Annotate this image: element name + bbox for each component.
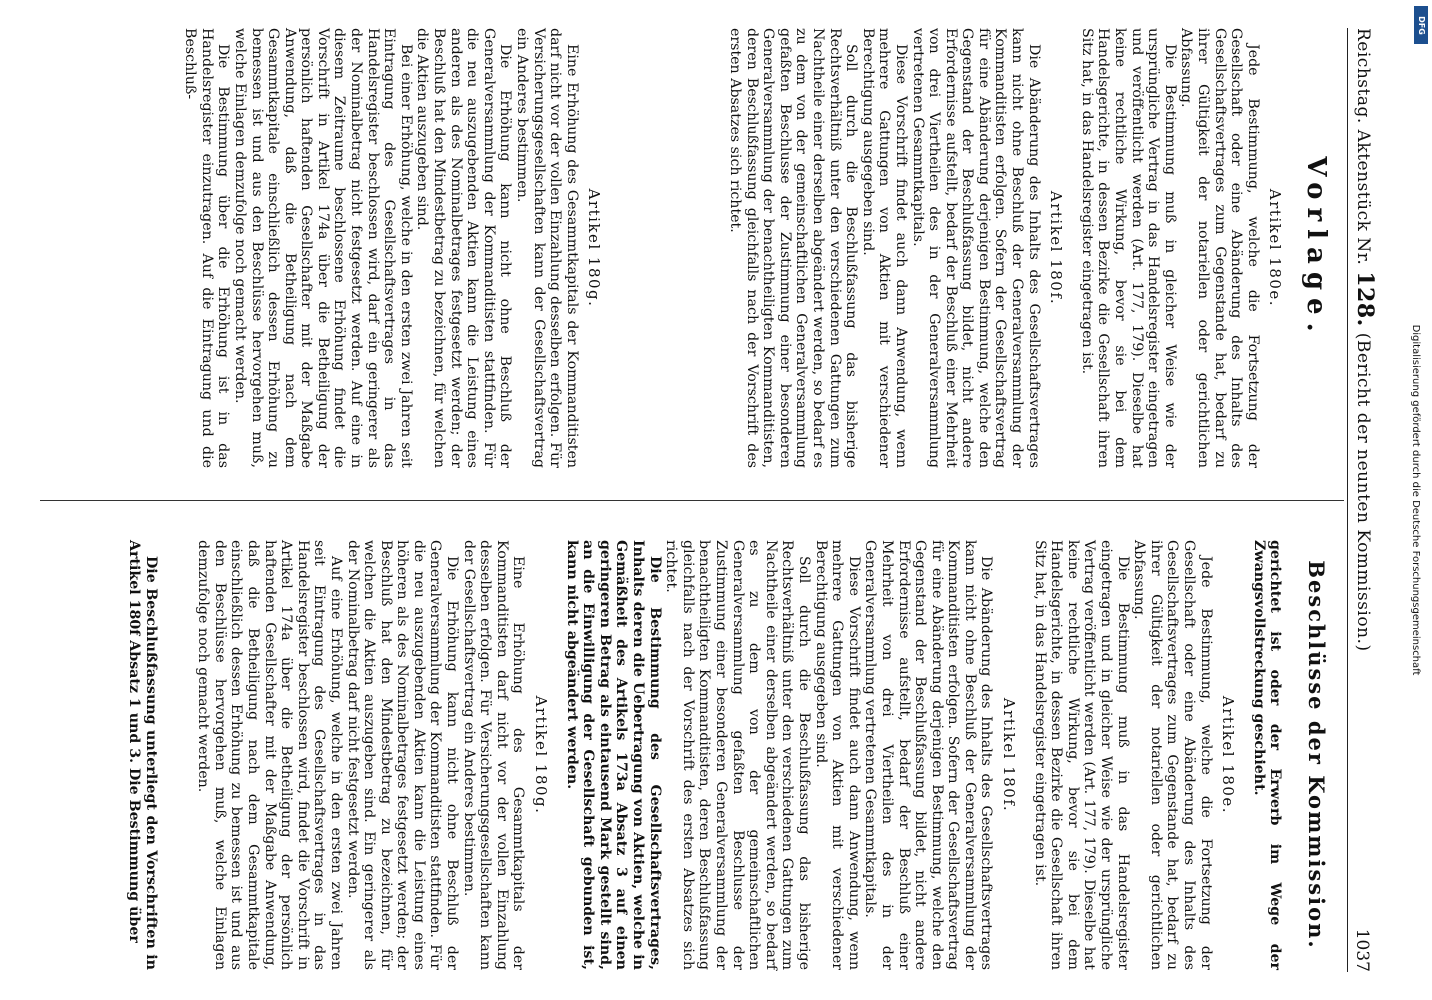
header-number: 128. <box>1352 271 1378 327</box>
spacer <box>616 28 726 468</box>
column-divider <box>40 500 1344 501</box>
paragraph: Jede Bestimmung, welche die Fortsetzung der Gesellschaft oder eine Abänderung des Inhalts des Gesellschaftsvertrages zum Gegenstande hat, bedarf zu ihrer Gültigkeit der notariellen oder gerichtlichen Abfassung. <box>1178 28 1261 468</box>
column-kommission <box>40 540 1344 970</box>
paragraph-bold: Die Beschlußfassung unterliegt den Vorschriften in Artikel 180f Absatz 1 und 3. Die Bestimmung über <box>126 540 159 970</box>
paragraph: Die Abänderung des Inhalts des Gesellschaftsvertrages kann nicht ohne Beschluß der Generalversammlung der Kommanditisten erfolgen. Sofern der Gesellschaftsvertrag für eine Abänderung derjenigen Bestimmung, welche den Gegenstand der Beschlußfassung bildet, nicht andere Erfordernisse aufstellt, bedarf der Beschluß einer Mehrheit von drei Viertheilen des in der Generalversammlung vertretenen Gesammtkapitals. <box>862 540 995 970</box>
article-title: Artikel 180g. <box>532 695 551 815</box>
paragraph: Auf eine Erhöhung, welche in den ersten zwei Jahren seit Eintragung des Gesellschaftsvertrages in das Handelsregister beschlossen wird, findet die Vorschrift in Artikel 174a über die Betheiligung der persönlich haftenden Gesellschafter mit der Maßgabe Anwendung, daß die Betheiligung nach dem Gesammtkapitale einschließlich dessen Erhöhung zu bemessen ist und aus den Beschlüsse hervorgehen muß, welche Einlagen demzufolge noch gemacht werden. <box>195 540 344 970</box>
article-title: Artikel 180f. <box>1047 190 1066 306</box>
paragraph: Diese Vorschrift findet auch dann Anwendung, wenn mehrere Gattungen von Aktien mit verschiedener Berechtigung ausgegeben sind. <box>859 28 909 468</box>
paragraph: Diese Vorschrift findet auch dann Anwendung, wenn mehrere Gattungen von Aktien mit verschiedener Berechtigung ausgegeben sind. <box>812 540 862 970</box>
funding-note <box>1402 20 1430 980</box>
heading-kommission: Beschlüsse der Kommission. <box>1304 560 1329 950</box>
article-title: Artikel 180e. <box>1219 695 1238 815</box>
article-title: Artikel 180f. <box>1000 697 1019 813</box>
paragraph-bold: Die Bestimmung des Gesellschaftsvertrages, Inhalts deren die Uebertragung von Aktien, welche in Gemäßheit des Artikels 173a Absatz 3 auf einen geringeren Betrag als eintausend Mark gestellt sind, an die Einwilligung der Gesellschaft gebunden ist, kann nicht abgeändert werden. <box>563 540 663 970</box>
column-vorlage <box>40 28 1344 468</box>
article-title: Artikel 180e. <box>1266 188 1285 308</box>
paragraph: Soll durch die Beschlußfassung das bisherige Rechtsverhältniß unter den verschiedenen Gattungen zum Nachtheile einer derselben abgeändert werden, so bedarf es zu dem von der gemeinschaftlichen Generalversammlung gefaßten Beschlusse der Zustimmung einer besonderen Generalversammlung der benachtheiligten Kommanditisten, deren Beschlußfassung gleichfalls nach der Vorschrift des ersten Absatzes sich richtet. <box>727 28 860 468</box>
paragraph: Die Abänderung des Inhalts des Gesellschaftsvertrages kann nicht ohne Beschluß der Generalversammlung der Kommanditisten erfolgen. Sofern der Gesellschaftsvertrag für eine Abänderung derjenigen Bestimmung, welche den Gegenstand der Beschlußfassung bildet, nicht andere Erfordernisse aufstellt, bedarf der Beschluß einer Mehrheit von drei Viertheilen des in der Generalversammlung vertretenen Gesammtkapitals. <box>909 28 1042 468</box>
paragraph: Eine Erhöhung des Gesammtkapitals der Kommanditisten darf nicht vor der vollen Einzahlung desselben erfolgen. Für Versicherungsgesellschaften kann der Gesellschaftsvertrag ein Anderes bestimmen. <box>514 28 580 468</box>
dfg-logo-text: DFG <box>1416 15 1426 35</box>
article-title: Artikel 180g. <box>585 188 604 308</box>
header-subtitle: (Bericht der neunten Kommission.) <box>1353 332 1373 652</box>
paragraph: Die Erhöhung kann nicht ohne Beschluß der Generalversammlung der Kommanditisten stattfinden. Für die neu auszugebenden Aktien kann die Leistung eines höheren als des Nominalbetrages festgesetzt werden; der Beschluß hat den Mindestbetrag zu bezeichnen, für welchen die Aktien auszugeben sind. Ein geringerer als der Nominalbetrag darf nicht festgesetzt werden. <box>344 540 461 970</box>
paragraph: Jede Bestimmung, welche die Fortsetzung der Gesellschaft oder eine Abänderung des Inhalts des Gesellschaftsvertrages zum Gegenstande hat, bedarf zu ihrer Gültigkeit der notariellen oder gerichtlichen Abfassung. <box>1131 540 1214 970</box>
paragraph: Die Erhöhung kann nicht ohne Beschluß der Generalversammlung der Kommanditisten stattfinden. Für die neu auszugebenden Aktien kann die Leistung eines anderen als des Nominalbetrages festgesetzt werden; der Beschluß hat den Mindestbetrag zu bezeichnen, für welchen die Aktien auszugeben sind. <box>414 28 514 468</box>
paragraph: Die Bestimmung muß in das Handelsregister eingetragen und in gleicher Weise wie der ursprüngliche Vertrag veröffentlicht werden (Art. 177, 179). Dieselbe hat keine rechtliche Wirkung, bevor sie bei dem Handelsgerichte, in dessen Bezirke die Gesellschaft ihren Sitz hat, in das Handelsregister eingetragen ist. <box>1031 540 1131 970</box>
paragraph: Bei einer Erhöhung, welche in den ersten zwei Jahren seit Eintragung des Gesellschaftsvertrages in das Handelsregister beschlossen wird, darf ein geringerer als der Nominalbetrag nicht festgesetzt werden. Auf eine in diesem Zeitraume beschlossene Erhöhung findet die Vorschrift in Artikel 174a über die Betheiligung der persönlich haftenden Gesellschafter mit der Maßgabe Anwendung, daß die Betheiligung nach dem Gesammtkapitale einschließlich dessen Erhöhung zu bemessen ist und aus den Beschlüsse hervorgehen muß, welche Einlagen demzufolge noch gemacht werden. <box>231 28 414 468</box>
funding-note-text: Digitalisierung gefördert durch die Deutsche Forschungsgemeinschaft <box>1410 324 1422 676</box>
paragraph: Die Bestimmung muß in gleicher Weise wie der ursprüngliche Vertrag in das Handelsregister eingetragen und veröffentlicht werden (Art. 177, 179). Dieselbe hat keine rechtliche Wirkung, bevor sie bei dem Handelsgerichte, in dessen Bezirke die Gesellschaft ihren Sitz hat, in das Handelsregister eingetragen ist. <box>1078 28 1178 468</box>
page-number: 1037 <box>1352 928 1372 972</box>
paragraph: Die Bestimmung über die Erhöhung ist in das Handelsregister einzutragen. Auf die Eintragung und die Beschluß- <box>182 28 232 468</box>
intro-paragraph: gerichtet ist oder der Erwerb im Wege der Zwangsvollstreckung geschieht. <box>1250 540 1284 970</box>
dfg-logo <box>1414 6 1428 44</box>
paragraph: Eine Erhöhung des Gesammtkapitals der Kommanditisten darf nicht vor der vollen Einzahlung desselben erfolgen. Für Versicherungsgesellschaften kann der Gesellschaftsvertrag ein Anderes bestimmen. <box>460 540 527 970</box>
paragraph: Soll durch die Beschlußfassung das bisherige Rechtsverhältniß unter den verschiedenen Gattungen zum Nachtheile einer derselben abgeändert werden, so bedarf es zu dem von der gemeinschaftlichen Generalversammlung gefaßten Beschlusse der Zustimmung einer besonderen Generalversammlung der benachtheiligten Kommanditisten, deren Beschlußfassung gleichfalls nach der Vorschrift des ersten Absatzes sich richtet. <box>663 540 812 970</box>
header-title <box>1352 28 1378 652</box>
heading-vorlage: Vorlage. <box>1301 156 1331 340</box>
spacer <box>159 540 195 970</box>
page-header <box>1347 28 1382 972</box>
header-prefix: Reichstag. Aktenstück Nr. <box>1353 28 1373 266</box>
